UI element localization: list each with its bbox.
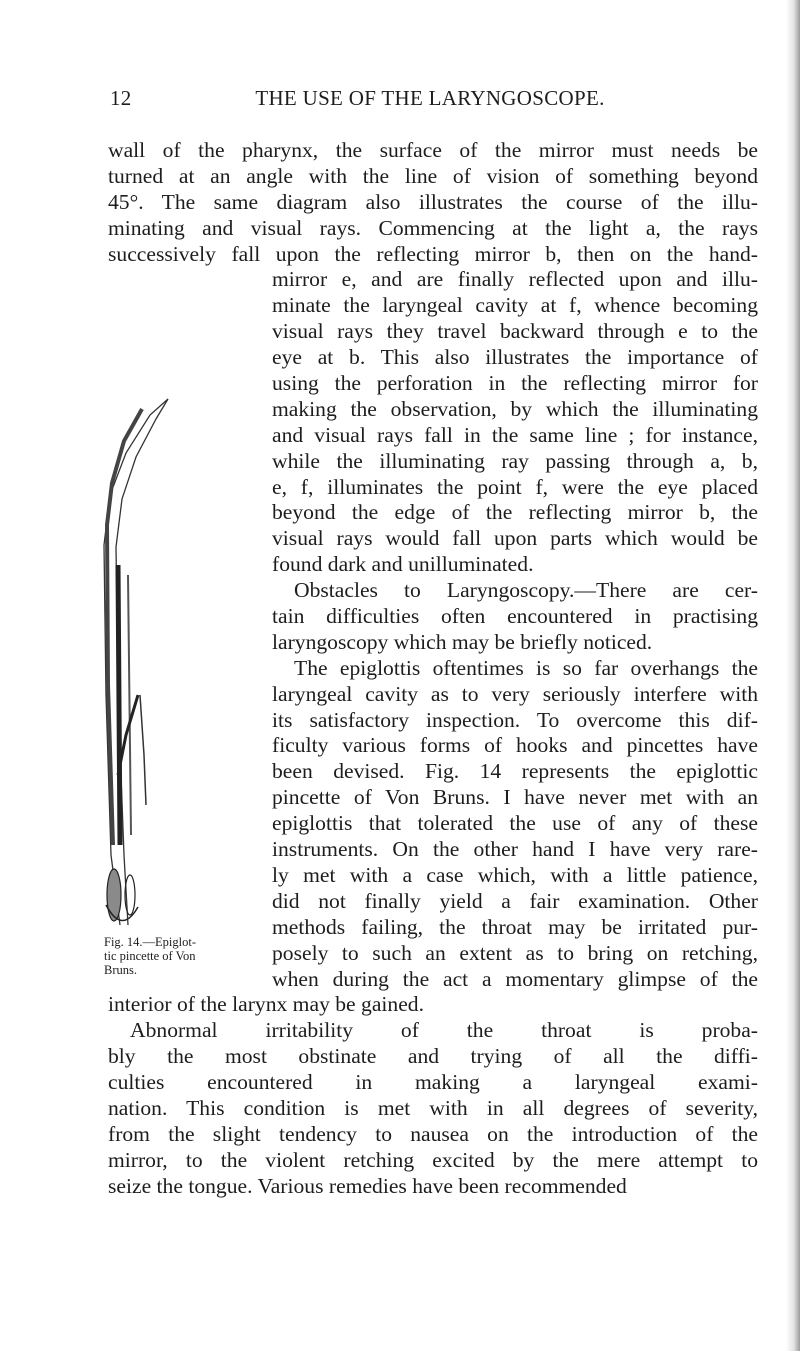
text-line: epiglottis that tolerated the use of any of these	[272, 811, 758, 836]
text-line: laryngoscopy which may be briefly noticed.	[272, 629, 653, 654]
text-line: when during the act a momentary glimpse of the	[272, 966, 758, 991]
text-line: seize the tongue. Various remedies have been recommended	[108, 1173, 627, 1198]
text-line: did not finally yield a fair examination. Other	[272, 888, 758, 913]
page-number: 12	[110, 86, 132, 110]
figure-caption	[104, 935, 264, 977]
text-line: nation. This condition is met with in all degrees of severity,	[108, 1095, 758, 1120]
text-line: methods failing, the throat may be irritated pur-	[272, 914, 758, 939]
text-line: Abnormal irritability of the throat is proba-	[130, 1018, 758, 1043]
text-line: from the slight tendency to nausea on the introduction of the	[108, 1121, 758, 1146]
text-line: using the perforation in the reflecting mirror for	[272, 371, 758, 396]
text-line: ficulty various forms of hooks and pincettes have	[272, 733, 758, 758]
text-line: mirror, to the violent retching excited by the mere attempt to	[108, 1147, 758, 1172]
text-line: beyond the edge of the reflecting mirror b, the	[272, 500, 758, 525]
text-line: posely to such an extent as to bring on retching,	[272, 940, 758, 965]
text-line: eye at b. This also illustrates the importance of	[272, 345, 758, 370]
figure-14	[104, 395, 264, 985]
caption-line: tic pincette of Von	[104, 949, 196, 964]
text-line: culties encountered in making a laryngeal exami-	[108, 1070, 758, 1095]
body-text	[104, 138, 758, 1200]
text-line: 45°. The same diagram also illustrates the course of the illu-	[108, 189, 758, 214]
caption-line: Fig. 14.—Epiglot-	[104, 935, 197, 950]
text-line: and visual rays fall in the same line ; for instance,	[272, 422, 758, 447]
text-line: minate the laryngeal cavity at f, whence becoming	[272, 293, 758, 318]
text-line: its satisfactory inspection. To overcome this dif-	[272, 707, 758, 732]
text-line: mirror e, and are finally reflected upon and illu-	[272, 267, 758, 292]
text-line: found dark and unilluminated.	[272, 552, 534, 577]
text-line: been devised. Fig. 14 represents the epiglottic	[272, 759, 758, 784]
text-line: successively fall upon the reflecting mirror b, then on the hand-	[108, 241, 758, 266]
text-line: pincette of Von Bruns. I have never met with an	[272, 785, 758, 810]
section-heading-line: Obstacles to Laryngoscopy.—There are cer-	[294, 578, 758, 603]
text-line: bly the most obstinate and trying of all the diffi-	[108, 1044, 758, 1069]
running-head	[110, 86, 750, 112]
text-line: while the illuminating ray passing through a, b,	[272, 448, 758, 473]
text-line: interior of the larynx may be gained.	[108, 992, 424, 1017]
text-line: e, f, illuminates the point f, were the eye placed	[272, 474, 758, 499]
text-line: making the observation, by which the illuminating	[272, 396, 758, 421]
caption-line: Bruns.	[104, 963, 137, 978]
text-line: instruments. On the other hand I have very rare-	[272, 837, 758, 862]
text-line: wall of the pharynx, the surface of the mirror must needs be	[108, 138, 758, 162]
text-line: laryngeal cavity as to very seriously interfere with	[272, 681, 758, 706]
text-line: ly met with a case which, with a little patience,	[272, 862, 758, 887]
text-line: The epiglottis oftentimes is so far overhangs the	[294, 655, 758, 680]
text-line: visual rays they travel backward through e to the	[272, 319, 758, 344]
epiglottic-pincette-illustration	[98, 395, 190, 935]
running-title: THE USE OF THE LARYNGOSCOPE.	[255, 86, 605, 110]
text-line: tain difficulties often encountered in practising	[272, 604, 758, 629]
text-line: visual rays would fall upon parts which would be	[272, 526, 758, 551]
text-line: turned at an angle with the line of vision of something beyond	[108, 163, 758, 188]
page-edge-shadow	[786, 0, 800, 1351]
text-line: minating and visual rays. Commencing at the light a, the rays	[108, 215, 758, 240]
